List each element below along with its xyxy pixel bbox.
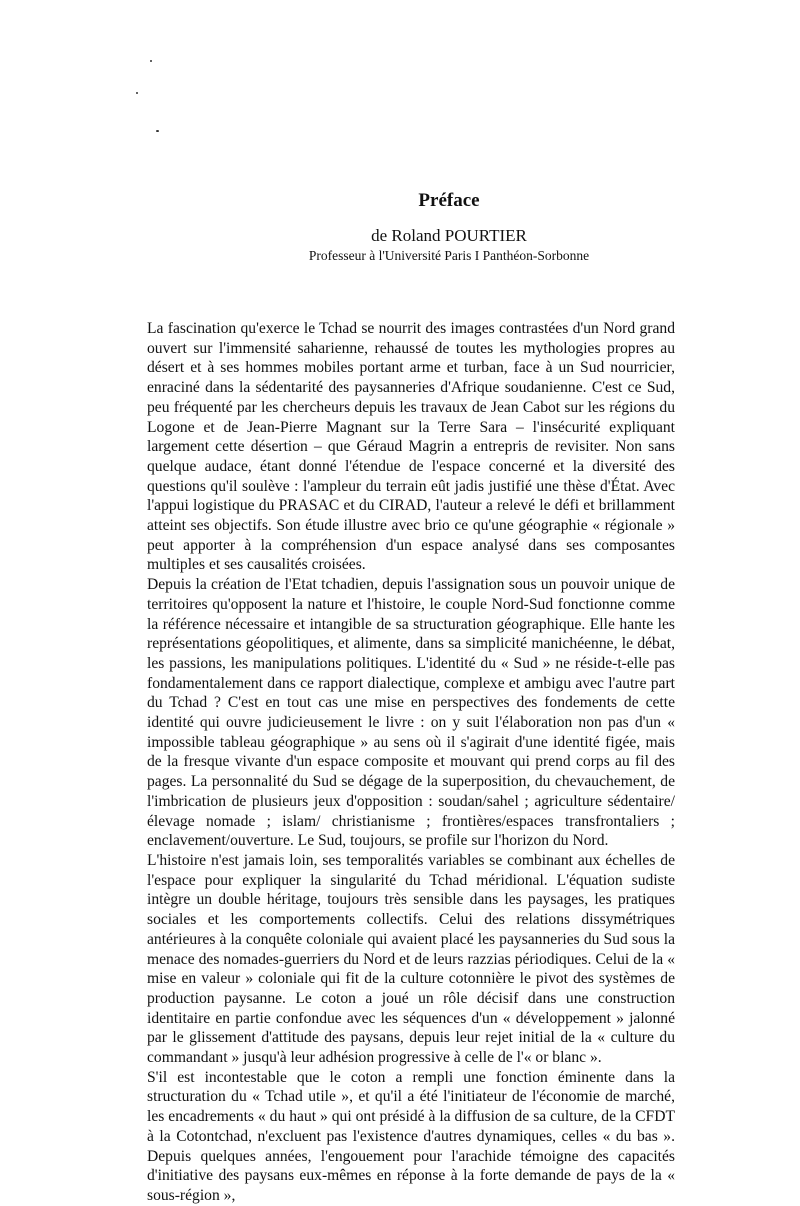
- scan-speck: [150, 60, 152, 62]
- paragraph: Depuis la création de l'Etat tchadien, depuis l'assignation sous un pouvoir unique de territoires qu'opposent la nature et l'histoire, le couple Nord-Sud fonctionne comme la référence nécessaire et intangible de sa structuration géographique. Elle hante les représentations géopolitiques, et alimente, dans sa simplicité manichéenne, le débat, les passions, les manipulations politiques. L'identité du « Sud » ne réside-t-elle pas fondamentalement dans ce rapport dialectique, complexe et ambigu avec l'autre part du Tchad ? C'est en tout cas une mise en perspectives des fondements de cette identité qui ouvre judicieusement le livre : on y suit l'élaboration non pas d'un « impossible tableau géographique » au sens où il s'agirait d'une identité figée, mais de la fresque vivante d'un espace composite et mouvant qui prend corps au fil des pages. La personnalité du Sud se dégage de la superposition, du chevauchement, de l'imbrication de plusieurs jeux d'opposition : soudan/sahel ; agriculture sédentaire/élevage nomade ; islam/ christianisme ; frontières/espaces transfrontaliers ; enclavement/ouverture. Le Sud, toujours, se profile sur l'horizon du Nord.: [147, 576, 675, 850]
- preface-page: [147, 190, 675, 1206]
- paragraph: La fascination qu'exerce le Tchad se nourrit des images contrastées d'un Nord grand ouvert sur l'immensité saharienne, rehaussé de toutes les mythologies propres au désert et à ses hommes mobiles portant arme et turban, face à un Sud nourricier, enraciné dans la sédentarité des paysanneries d'Afrique soudanienne. C'est ce Sud, peu fréquenté par les chercheurs depuis les travaux de Jean Cabot sur les régions du Logone et de Jean-Pierre Magnant sur la Terre Sara – l'insécurité expliquant largement cette désertion – que Géraud Magrin a entrepris de revisiter. Non sans quelque audace, étant donné l'étendue de l'espace concerné et la diversité des questions qu'il soulève : l'ampleur du terrain eût jadis justifié une thèse d'État. Avec l'appui logistique du PRASAC et du CIRAD, l'auteur a relevé le défi et brillamment atteint ses objectifs. Son étude illustre avec brio ce qu'une géographie « régionale » peut apporter à la compréhension d'un espace analysé dans ses composantes multiples et ses causalités croisées.: [147, 320, 675, 574]
- scan-speck: [136, 92, 138, 94]
- author-line: de Roland POURTIER: [371, 226, 527, 245]
- author-affiliation: Professeur à l'Université Paris I Panthéon-Sorbonne: [308, 248, 590, 263]
- page-title: Préface: [418, 190, 480, 211]
- scan-speck: [156, 130, 159, 132]
- paragraph: L'histoire n'est jamais loin, ses temporalités variables se combinant aux échelles de l'espace pour expliquer la singularité du Tchad méridional. L'équation sudiste intègre un double héritage, toujours très sensible dans les paysages, les pratiques sociales et les comportements collectifs. Celui des relations dissymétriques antérieures à la conquête coloniale qui avaient placé les paysanneries du Sud sous la menace des nomades-guerriers du Nord et de leurs razzias périodiques. Celui de la « mise en valeur » coloniale qui fit de la culture cotonnière le pivot des systèmes de production paysanne. Le coton a joué un rôle décisif dans une construction identitaire en partie confondue avec les séquences d'un « développement » jalonné par le glissement d'attitude des paysans, depuis leur rejet initial de la « culture du commandant » jusqu'à leur adhésion progressive à celle de l'« or blanc ».: [147, 851, 675, 1067]
- preface-body: [147, 319, 675, 1206]
- paragraph: S'il est incontestable que le coton a rempli une fonction éminente dans la structuration du « Tchad utile », et qu'il a été l'initiateur de l'économie de marché, les encadrements « du haut » qui ont présidé à la diffusion de sa culture, de la CFDT à la Cotontchad, n'excluent pas l'existence d'autres dynamiques, celles « du bas ». Depuis quelques années, l'engouement pour l'arachide témoigne des capacités d'initiative des paysans eux-mêmes en réponse à la forte demande de pays de la « sous-région »,: [147, 1068, 675, 1204]
